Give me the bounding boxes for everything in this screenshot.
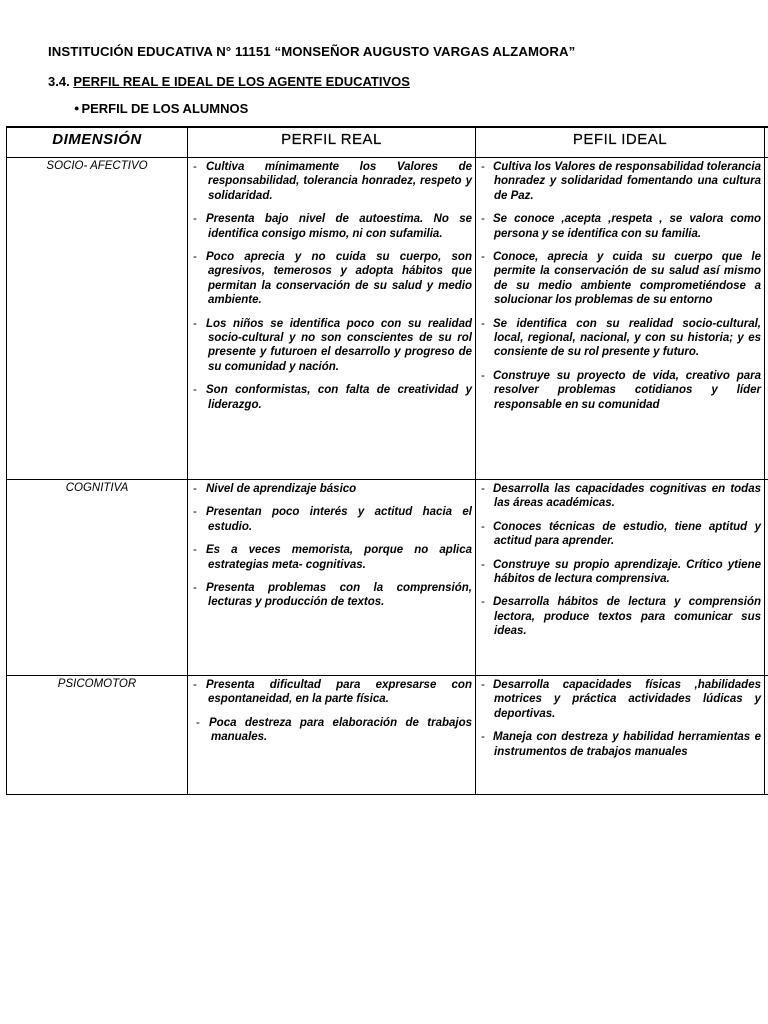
table-row <box>7 480 768 676</box>
subsection-title: PERFIL DE LOS ALUMNOS <box>81 101 249 116</box>
list-item <box>481 250 761 308</box>
dash-marker: - <box>481 251 485 264</box>
dash-marker: - <box>481 596 485 609</box>
list-item-text: Conoce, aprecia y cuida su cuerpo que le permite la conservación de su salud así mismo de su medio ambiente comprometiéndose a solucionar los problemas de su entorno <box>493 251 761 307</box>
list-item-text: Desarrolla las capacidades cognitivas en todas las áreas académicas. <box>493 483 761 510</box>
real-profile-cell <box>188 676 476 794</box>
dimension-cell: SOCIO- AFECTIVO <box>7 158 188 479</box>
dash-marker: - <box>193 582 197 595</box>
institution-title: INSTITUCIÓN EDUCATIVA N° 11151 “MONSEÑOR AUGUSTO VARGAS ALZAMORA” <box>48 44 576 59</box>
section-heading <box>48 74 410 89</box>
list-item-text: Se identifica con su realidad socio-cultural, local, regional, nacional, y con su historia; y es consiente de su rol presente y futuro. <box>493 317 761 359</box>
list-item <box>481 730 761 759</box>
list-item-text: Poca destreza para elaboración de trabajos manuales. <box>209 716 472 744</box>
list-item <box>193 581 472 610</box>
list-item-text: Poco aprecia y no cuida su cuerpo, son agresivos, temerosos y adopta hábitos que permitan la conservación de su salud y medio ambiente. <box>206 251 472 307</box>
list-item-text: Presenta bajo nivel de autoestima. No se identifica consigo mismo, ni con sufamilia. <box>206 213 472 240</box>
list-item <box>481 317 761 360</box>
dash-marker: - <box>481 679 485 691</box>
dash-marker: - <box>193 317 197 330</box>
list-item-text: Nivel de aprendizaje básico <box>206 483 357 495</box>
list-item <box>481 482 761 511</box>
dash-marker: - <box>481 161 485 173</box>
list-item-text: Cultiva mínimamente los Valores de responsabilidad, tolerancia honradez, respeto y solidaridad. <box>206 161 472 202</box>
real-profile-cell <box>188 158 476 479</box>
list-item <box>193 505 472 534</box>
list-item <box>196 716 472 745</box>
list-item <box>193 678 472 707</box>
list-item <box>193 317 472 375</box>
list-item-text: Desarrolla hábitos de lectura y comprensión lectora, produce textos para comunicar sus ideas. <box>493 596 761 638</box>
dash-marker: - <box>193 384 197 397</box>
list-item-text: Conoces técnicas de estudio, tiene aptitud y actitud para aprender. <box>493 520 761 548</box>
dimension-cell: PSICOMOTOR <box>7 676 188 794</box>
dash-marker: - <box>481 520 485 533</box>
list-item <box>193 212 472 241</box>
list-item-text: Maneja con destreza y habilidad herramientas e instrumentos de trabajos manuales <box>493 731 761 758</box>
list-item-text: Los niños se identifica poco con su realidad socio-cultural y no son conscientes de su rol presente y futuroen el desarrollo y progreso de su comunidad y nación. <box>206 317 472 373</box>
bullet-icon: ● <box>74 103 80 113</box>
dash-marker: - <box>193 251 197 264</box>
dash-marker: - <box>193 506 197 519</box>
list-item-text: Presenta dificultad para expresarse con espontaneidad, en la parte física. <box>206 679 472 706</box>
dash-marker: - <box>481 731 485 744</box>
list-item <box>481 558 761 587</box>
column-header-dimension: DIMENSIÓN <box>7 128 188 157</box>
section-title: PERFIL REAL E IDEAL DE LOS AGENTE EDUCATIVOS <box>73 74 410 89</box>
dimension-cell: COGNITIVA <box>7 480 188 675</box>
table-row <box>7 676 768 795</box>
list-item-text: Presenta problemas con la comprensión, lecturas y producción de textos. <box>206 582 472 609</box>
list-item <box>481 678 761 721</box>
list-item-text: Desarrolla capacidades físicas ,habilidades motrices y práctica actividades lúdicas y deportivas. <box>493 679 761 720</box>
list-item <box>481 520 761 549</box>
table-row <box>7 158 768 480</box>
list-item <box>193 250 472 308</box>
dash-marker: - <box>481 369 485 382</box>
dash-marker: - <box>481 558 485 571</box>
list-item <box>481 160 761 203</box>
column-header-ideal: PEFIL IDEAL <box>476 128 765 157</box>
list-item-text: Construye su proyecto de vida, creativo para resolver problemas cotidianos y líder responsable en su comunidad <box>493 369 761 411</box>
list-item <box>193 482 472 496</box>
ideal-profile-cell <box>476 480 765 675</box>
list-item-text: Construye su propio aprendizaje. Crítico ytiene hábitos de lectura comprensiva. <box>493 558 761 586</box>
list-item-text: Cultiva los Valores de responsabilidad tolerancia honradez y solidaridad fomentando una cultura de Paz. <box>493 161 761 202</box>
list-item <box>193 160 472 203</box>
subsection-heading <box>74 101 248 116</box>
list-item-text: Se conoce ,acepta ,respeta , se valora como persona y se identifica con su familia. <box>493 213 761 240</box>
dash-marker: - <box>193 161 197 173</box>
table-header-row <box>7 128 768 158</box>
ideal-profile-cell <box>476 676 765 794</box>
list-item-text: Presentan poco interés y actitud hacia el estudio. <box>206 506 472 533</box>
real-profile-cell <box>188 480 476 675</box>
list-item-text: Son conformistas, con falta de creatividad y liderazgo. <box>206 384 472 411</box>
list-item <box>481 595 761 638</box>
dash-marker: - <box>193 483 197 495</box>
dash-marker: - <box>481 317 485 330</box>
list-item <box>193 383 472 412</box>
dash-marker: - <box>193 544 197 557</box>
dash-marker: - <box>193 679 197 691</box>
dash-marker: - <box>481 213 485 226</box>
section-number: 3.4. <box>48 74 70 89</box>
profile-table <box>6 126 768 795</box>
list-item <box>193 543 472 572</box>
dash-marker: - <box>193 213 197 226</box>
ideal-profile-cell <box>476 158 765 479</box>
list-item <box>481 212 761 241</box>
column-header-real: PERFIL REAL <box>188 128 476 157</box>
dash-marker: - <box>481 483 485 495</box>
list-item <box>481 369 761 412</box>
list-item-text: Es a veces memorista, porque no aplica estrategias meta- cognitivas. <box>206 544 472 571</box>
dash-marker: - <box>196 716 200 729</box>
